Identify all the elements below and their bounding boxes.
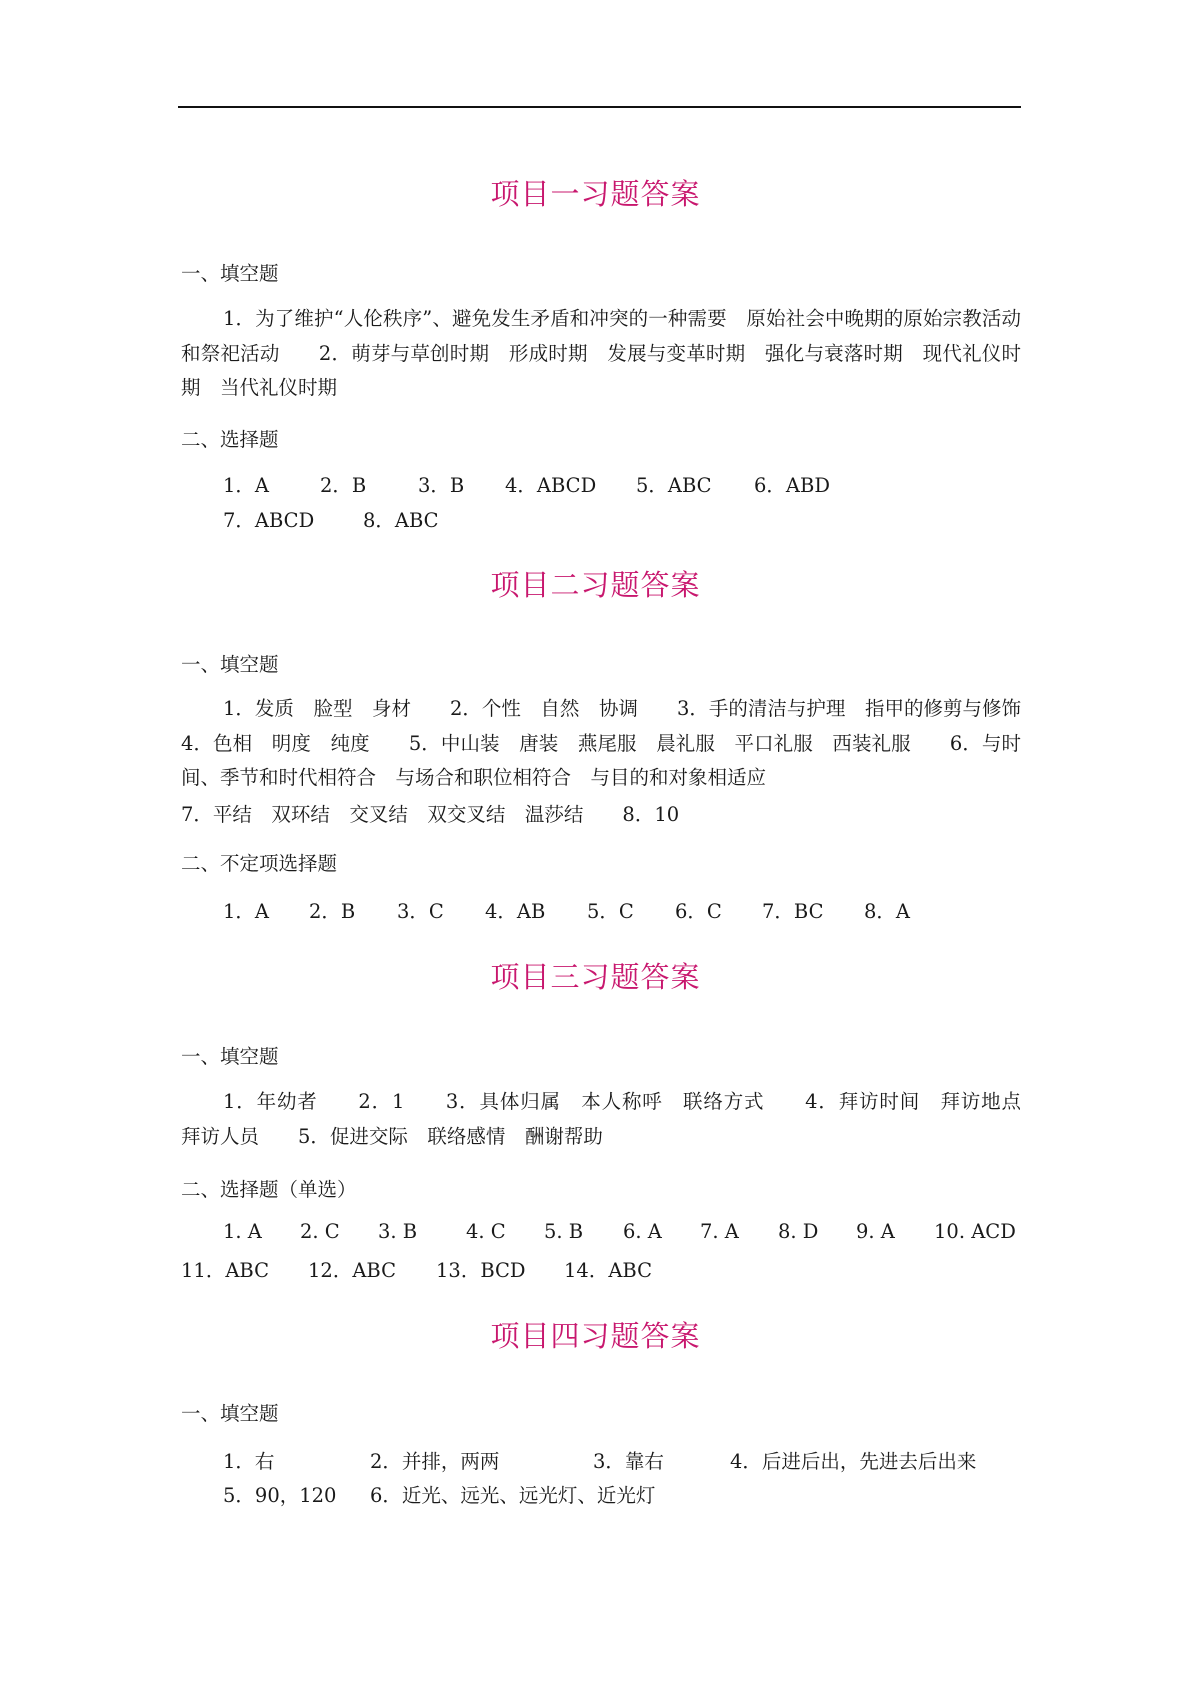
fill-heading-project-1: 一、填空题 [181, 262, 279, 285]
choice-answer: 3. B [378, 1220, 418, 1243]
choice-answer: 7．ABCD [223, 509, 315, 532]
choice-heading-project-1: 二、选择题 [181, 428, 279, 451]
fill-answers-project-1: 1．为了维护“人伦秩序”、避免发生矛盾和冲突的一种需要 原始社会中晚期的原始宗教活动和祭祀活动 2．萌芽与草创时期 形成时期 发展与变革时期 强化与衰落时期 现代礼仪时期 当代礼仪时期 [181, 307, 1021, 399]
header-rule [178, 106, 1021, 108]
choice-answer: 3．C [397, 900, 444, 923]
choice-answer: 14．ABC [564, 1259, 653, 1282]
fill-answers-project-3: 1．年幼者 2．1 3．具体归属 本人称呼 联络方式 4．拜访时间 拜访地点 拜访人员 5．促进交际 联络感情 酬谢帮助 [181, 1090, 1041, 1148]
choice-answer: 5．ABC [636, 474, 712, 497]
fill-answer: 2．并排，两两 [370, 1450, 500, 1473]
choice-answer: 4. C [466, 1220, 506, 1243]
choice-answer: 6. A [623, 1220, 662, 1243]
choice-answer: 3．B [418, 474, 465, 497]
choice-answer: 2. C [300, 1220, 340, 1243]
choice-answer: 6．ABD [754, 474, 830, 497]
section-title-project-2: 项目二习题答案 [490, 568, 701, 602]
choice-answer: 11．ABC [181, 1259, 270, 1282]
fill-answers-project-2: 1．发质 脸型 身材 2．个性 自然 协调 3．手的清洁与护理 指甲的修剪与修饰 4．色相 明度 纯度 5．中山装 唐装 燕尾服 晨礼服 平口礼服 西装礼服 6．与时间、季节和时代相符合 与场合和职位相符合 与目的和对象相适应 [181, 697, 1061, 789]
choice-answer: 1．A [223, 900, 269, 923]
fill-answer: 1．右 [223, 1450, 275, 1473]
fill-answer: 6．近光、远光、远光灯、近光灯 [370, 1484, 656, 1507]
choice-answer: 1．A [223, 474, 269, 497]
choice-answer: 8．ABC [363, 509, 439, 532]
choice-answer: 7．BC [762, 900, 824, 923]
fill-heading-project-2: 一、填空题 [181, 653, 279, 676]
fill-answer: 3．靠右 [593, 1450, 664, 1473]
choice-answer: 8．A [864, 900, 910, 923]
choice-answer: 4．ABCD [505, 474, 597, 497]
choice-answer: 7. A [700, 1220, 739, 1243]
choice-answer: 12．ABC [308, 1259, 397, 1282]
choice-answer: 5. B [544, 1220, 584, 1243]
fill-answer: 4．后进后出，先进去后出来 [730, 1450, 977, 1473]
section-title-project-4: 项目四习题答案 [490, 1319, 701, 1353]
choice-answer: 1. A [223, 1220, 262, 1243]
choice-answer: 6．C [675, 900, 722, 923]
choice-answer: 13．BCD [436, 1259, 526, 1282]
choice-heading-project-3: 二、选择题（单选） [181, 1178, 357, 1201]
fill-heading-project-3: 一、填空题 [181, 1045, 279, 1068]
choice-answer: 8. D [778, 1220, 819, 1243]
choice-answer: 5．C [587, 900, 634, 923]
choice-answer: 10. ACD [934, 1220, 1016, 1243]
choice-answer: 4．AB [485, 900, 546, 923]
section-title-project-3: 项目三习题答案 [490, 960, 701, 994]
choice-heading-project-2: 二、不定项选择题 [181, 852, 338, 875]
choice-answer: 2．B [309, 900, 356, 923]
fill-answers-project-2-last-line: 7．平结 双环结 交叉结 双交叉结 温莎结 8．10 [181, 803, 680, 826]
fill-answer: 5．90，120 [223, 1484, 337, 1507]
choice-answer: 2．B [320, 474, 367, 497]
choice-answer: 9. A [856, 1220, 895, 1243]
section-title-project-1: 项目一习题答案 [490, 177, 701, 211]
fill-heading-project-4: 一、填空题 [181, 1402, 279, 1425]
